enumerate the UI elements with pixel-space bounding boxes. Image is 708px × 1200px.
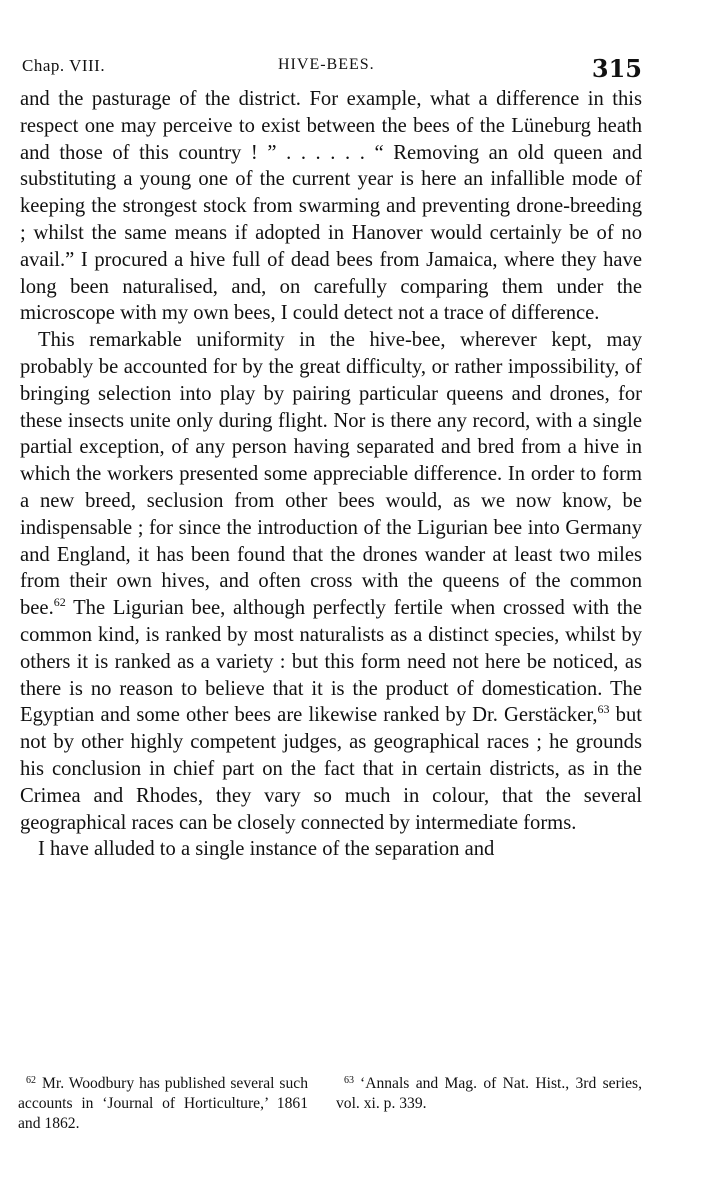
paragraph-uniformity [20,327,642,836]
text-segment: The Ligurian bee, although perfectly fertile when crossed with the common kind, is ranked by most naturalists as a distinct species, whilst by others it is ranked as a variety : but this form need not here be noticed, as there is no reason to believe that it is the product of domestication. The Egyptian and some other bees are likewise ranked by Dr. Gerstäcker, [20,597,642,727]
text-segment: but not by other highly competent judges, as geographical races ; he grounds his conclusion in chief part on the fact that in certain districts, as in the Crimea and Rhodes, they vary so much in colour, that the several geographical races can be closely connected by intermediate forms. [20,704,642,834]
text-segment: This remarkable uniformity in the hive-bee, wherever kept, may probably be accounted for by the great difficulty, or rather impossibility, of bringing selection into play by pairing particular queens and drones, for these insects unite only during flight. Nor is there any record, with a single partial exception, of any person having separated and bred from a hive in which the workers presented some appreciable difference. In order to form a new breed, seclusion from other bees would, as we now know, be indispensable ; for since the introduction of the Ligurian bee into Germany and England, it has been found that the drones wander at least two miles from their own hives, and often cross with the queens of the common bee. [20,329,642,620]
chapter-label: Chap. VIII. [22,56,106,75]
footnote-text: Mr. Woodbury has published several such accounts in ‘Journal of Horticulture,’ 1861 and 1862. [18,1075,308,1132]
footnote-mark: 63 [344,1075,354,1086]
footnote-text: ‘Annals and Mag. of Nat. Hist., 3rd series, vol. xi. p. 339. [336,1075,642,1112]
page-number: 315 [591,54,642,83]
book-page [20,52,642,863]
footnote-ref-63[interactable]: 63 [597,702,610,717]
page-title: HIVE-BEES. [278,56,375,73]
running-head [20,52,642,86]
text-segment: and the pasturage of the district. For example, what a difference in this respect one may perceive to exist between the bees of the Lüneburg heath and those of this country ! ” . . . . . . “ Removing an old queen and substituting a young one of the current year is here an infallible mode of keeping the strongest stock from swarming and preventing drone-breeding ; whilst the same means if adopted in Hanover would certainly be of no avail.” I procured a hive full of dead bees from Jamaica, where they have long been naturalised, and, on carefully comparing them under the microscope with my own bees, I could detect not a trace of difference. [20,88,642,325]
paragraph-continuation [20,86,642,327]
paragraph-separation [20,836,642,863]
body-text [20,86,642,863]
footnote-62 [18,1074,308,1134]
footnote-mark: 62 [26,1075,36,1086]
footnote-ref-62[interactable]: 62 [53,595,66,610]
text-segment: I have alluded to a single instance of the separation and [38,838,495,861]
footnote-63 [336,1074,642,1114]
